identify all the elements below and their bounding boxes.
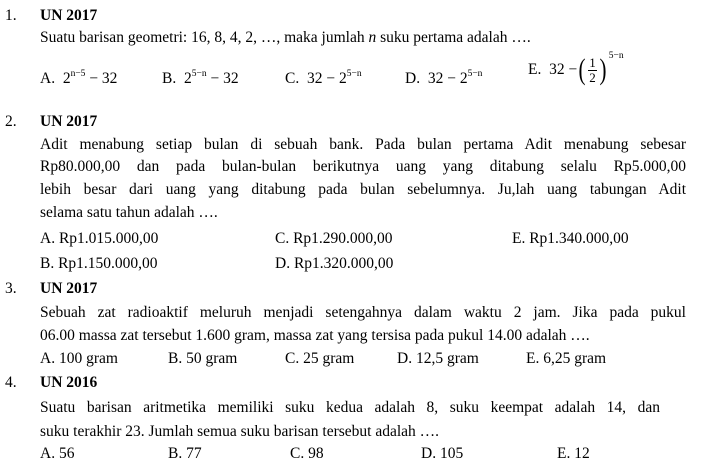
question-text-line: selama satu tahun adalah …. bbox=[40, 204, 218, 221]
option-e: E. 6,25 gram bbox=[526, 350, 607, 367]
question-number: 4. bbox=[5, 374, 17, 391]
question-number: 3. bbox=[5, 280, 17, 297]
option-c: C. Rp1.290.000,00 bbox=[275, 230, 393, 247]
option-d: D. $32 - 2^{5-n}$ bbox=[405, 69, 483, 87]
question-number: 1. bbox=[5, 7, 17, 24]
question-source: UN 2017 bbox=[40, 280, 98, 297]
question-text-line: Suatu barisan aritmetika memiliki suku kedua adalah 8, suku keempat adalah 14, dan bbox=[40, 399, 660, 416]
question-text: Suatu barisan geometri: 16, 8, 4, 2, …, maka jumlah n suku pertama adalah …. bbox=[40, 29, 531, 46]
option-d: D. Rp1.320.000,00 bbox=[275, 255, 394, 272]
option-d: D. 12,5 gram bbox=[397, 350, 479, 367]
question-text-line: lebih besar dari uang yang ditabung pada bulan sebelumnya. Ju,lah uang tabungan Adit bbox=[40, 181, 686, 198]
option-b: B. 50 gram bbox=[168, 350, 238, 367]
question-text-line: Rp80.000,00 dan pada bulan-bulan berikutnya uang yang ditabung selalu Rp5.000,00 bbox=[40, 158, 686, 175]
question-text-line: 06.00 massa zat tersebut 1.600 gram, massa zat yang tersisa pada pukul 14.00 adalah …. bbox=[40, 327, 590, 344]
question-source: UN 2017 bbox=[40, 113, 98, 130]
option-e: E. 12 bbox=[557, 445, 590, 462]
option-a: A. 100 gram bbox=[40, 350, 118, 367]
question-source: UN 2017 bbox=[40, 7, 98, 24]
option-a: A. $2^{n-5} - 32$ bbox=[40, 69, 118, 87]
option-e: E. Rp1.340.000,00 bbox=[512, 230, 629, 247]
question-number: 2. bbox=[5, 113, 17, 130]
question-text-line: Sebuah zat radioaktif meluruh menjadi setengahnya dalam waktu 2 jam. Jika pada pukul bbox=[40, 304, 686, 321]
option-d: D. 105 bbox=[421, 445, 464, 462]
option-c: C. 25 gram bbox=[285, 350, 355, 367]
option-b: B. $2^{5-n} - 32$ bbox=[162, 69, 239, 87]
option-e: E. 32 −( $\frac{1}{2}$ ) $^{5-n}$ bbox=[528, 50, 624, 86]
option-b: B. 77 bbox=[168, 445, 202, 462]
option-c: C. $32 - 2^{5-n}$ bbox=[285, 69, 362, 87]
option-a: A. 56 bbox=[40, 445, 75, 462]
question-text-line: Adit menabung setiap bulan di sebuah bank. Pada bulan pertama Adit menabung sebesar bbox=[40, 136, 686, 153]
option-a: A. Rp1.015.000,00 bbox=[40, 230, 159, 247]
question-text-line: suku terakhir 23. Jumlah semua suku barisan tersebut adalah …. bbox=[40, 423, 440, 440]
option-b: B. Rp1.150.000,00 bbox=[40, 255, 158, 272]
question-source: UN 2016 bbox=[40, 374, 98, 391]
option-c: C. 98 bbox=[290, 445, 324, 462]
